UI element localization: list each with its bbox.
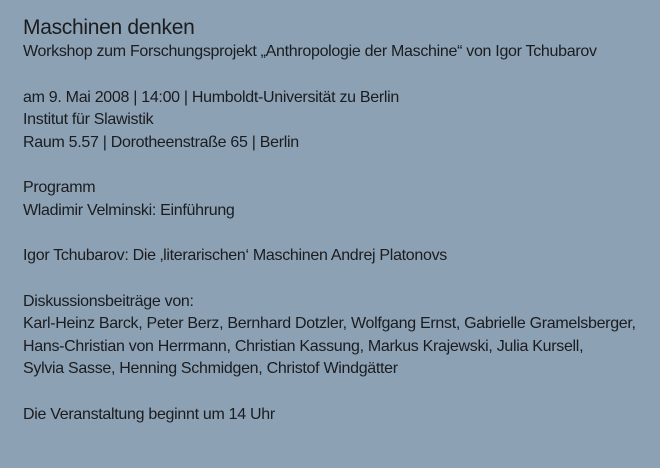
discussion-heading: Diskussionsbeiträge von: [23,292,194,310]
program-heading: Programm [23,179,96,196]
page-subtitle: Workshop zum Forschungsprojekt „Anthropologie der Maschine“ von Igor Tchubarov [23,43,597,60]
start-time-note: Die Veranstaltung beginnt um 14 Uhr [23,405,275,423]
event-date-line: am 9. Mai 2008 | 14:00 | Humboldt-Universität zu Berlin [23,88,399,106]
flyer-footer [23,404,660,427]
program-item-talk: Igor Tchubarov: Die ‚literarischen‘ Maschinen Andrej Platonovs [23,247,448,264]
program-item-introduction: Wladimir Velminski: Einführung [23,201,235,219]
event-institute-line: Institut für Slawistik [23,111,154,128]
discussion-section [23,291,660,381]
program-section [23,177,660,222]
event-details [23,87,660,155]
page-title: Maschinen denken [23,16,195,39]
event-room-line: Raum 5.57 | Dorotheenstraße 65 | Berlin [23,133,299,151]
flyer-header [23,14,660,64]
participants-line: Karl-Heinz Barck, Peter Berz, Bernhard Dotzler, Wolfgang Ernst, Gabrielle Gramelsberger, [23,315,636,332]
participants-line: Hans-Christian von Herrmann, Christian Kassung, Markus Krajewski, Julia Kursell, [23,337,584,355]
program-item-talk-wrap [23,245,660,268]
participants-line: Sylvia Sasse, Henning Schmidgen, Christof Windgätter [23,360,398,377]
